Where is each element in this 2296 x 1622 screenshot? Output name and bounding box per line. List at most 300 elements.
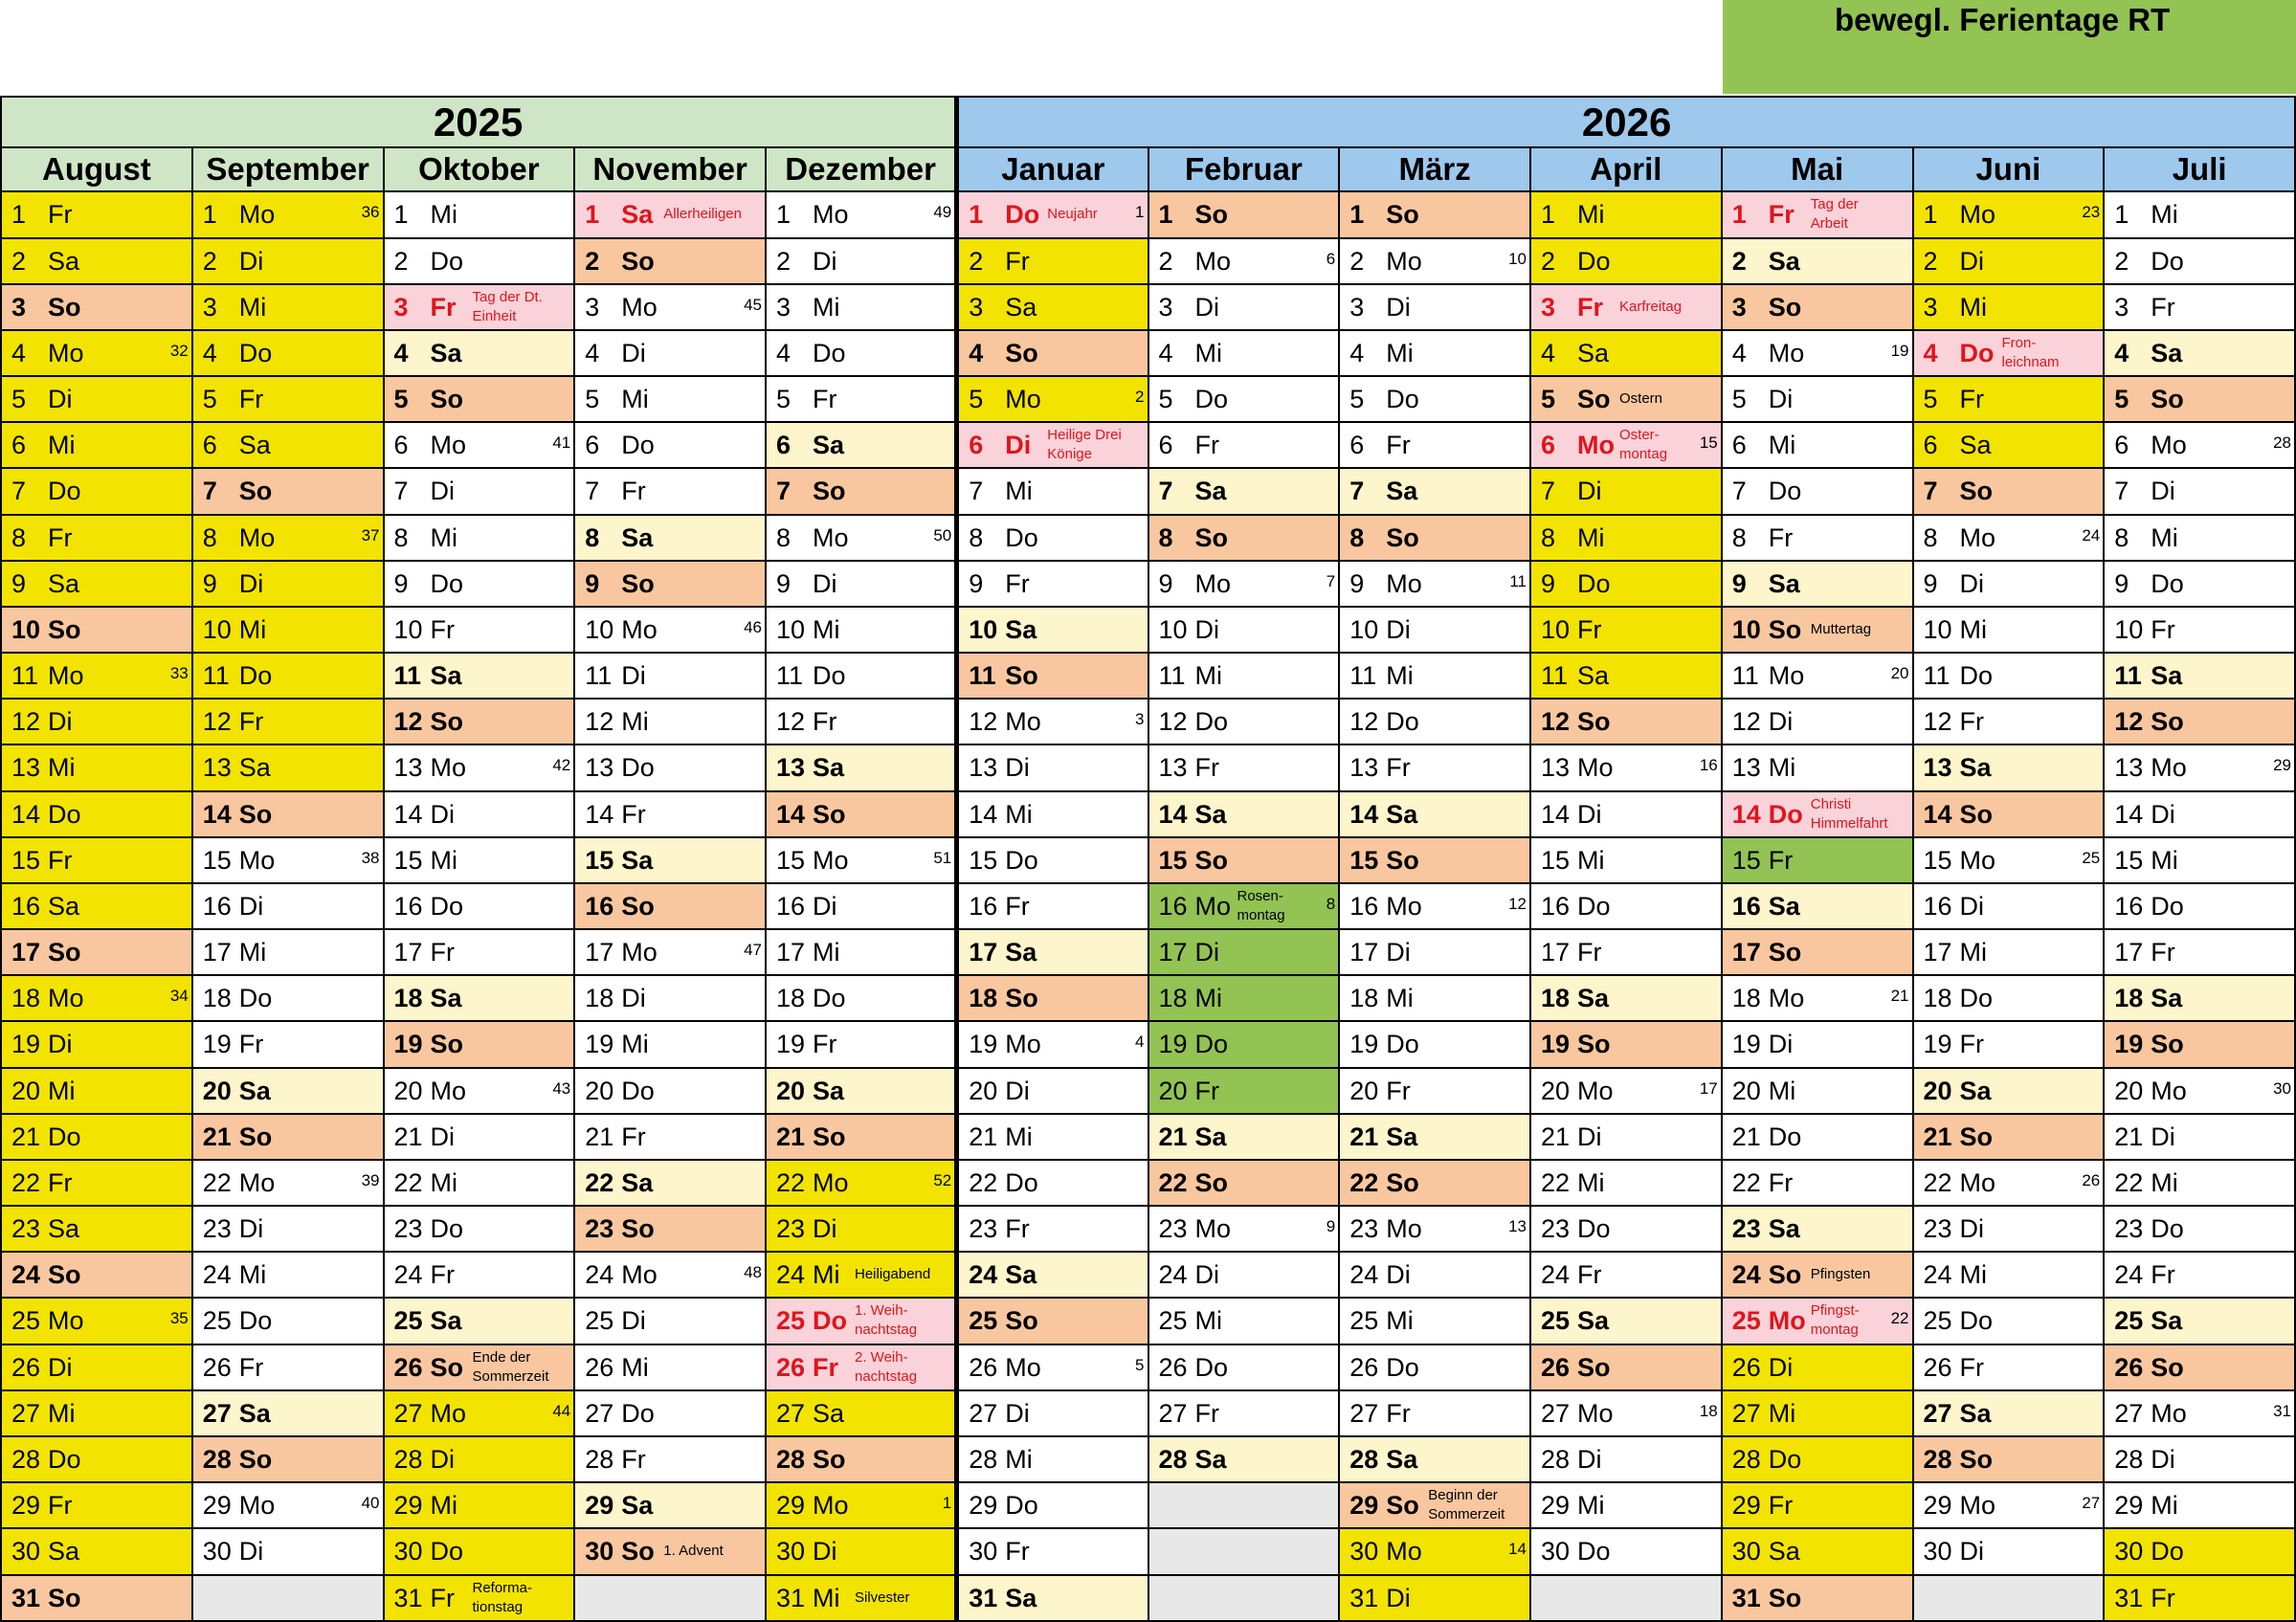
day-number: 28 [1349, 1445, 1379, 1474]
day-cell [1, 1528, 192, 1574]
day-number: 25 [776, 1306, 806, 1336]
weekday-label: So [48, 938, 81, 967]
day-number: 4 [393, 338, 409, 367]
day-cell [574, 1206, 766, 1252]
day-number: 13 [2114, 753, 2144, 783]
weekday-label: Di [1577, 1122, 1602, 1151]
day-number: 9 [1541, 568, 1556, 598]
day-cell [766, 653, 957, 699]
weekday-label: Di [621, 1306, 646, 1336]
day-cell [1530, 422, 1722, 468]
day-number: 1 [1158, 200, 1173, 230]
weekday-label: Mo [1386, 891, 1422, 921]
weekday-label: Fr [621, 477, 646, 506]
day-cell [766, 1068, 957, 1114]
week-number: 12 [1508, 894, 1527, 913]
weekday-label: So [238, 1122, 273, 1151]
day-number: 17 [776, 938, 806, 967]
weekday-label: Mo [238, 1491, 276, 1521]
month-header-februar: Februar [1148, 147, 1340, 191]
day-number: 20 [585, 1076, 614, 1105]
day-number: 17 [1731, 938, 1761, 967]
day-number: 21 [1923, 1122, 1952, 1151]
day-cell [192, 929, 384, 975]
day-number: 11 [1158, 661, 1186, 691]
holiday-note-line: Beginn der [1428, 1487, 1498, 1504]
day-cell [1722, 515, 1913, 561]
weekday-label: Sa [2151, 984, 2183, 1013]
weekday-label: Mo [621, 938, 658, 967]
weekday-label: Di [621, 338, 646, 367]
weekday-label: So [1577, 1030, 1611, 1059]
day-number: 20 [2114, 1076, 2144, 1105]
weekday-label: Sa [621, 1491, 654, 1521]
weekday-label: Mo [813, 1491, 849, 1521]
day-cell [1, 1160, 192, 1206]
day-number: 6 [1158, 431, 1173, 460]
day-cell [1722, 1390, 1913, 1436]
weekday-label: Do [430, 1214, 464, 1244]
day-cell [1148, 1021, 1340, 1067]
day-number: 4 [585, 338, 600, 367]
year-header-2026: 2026 [957, 97, 2295, 147]
weekday-label: Fr [1386, 1398, 1411, 1428]
day-number: 11 [1923, 661, 1950, 691]
day-cell [384, 837, 575, 883]
day-cell [1913, 883, 2105, 929]
day-cell [1722, 284, 1913, 330]
weekday-label: Fr [430, 1260, 455, 1290]
day-cell [574, 1344, 766, 1390]
weekday-label: Do [2151, 1537, 2184, 1566]
day-number: 20 [11, 1076, 41, 1105]
weekday-label: Do [813, 1306, 847, 1336]
empty-cell [1148, 1528, 1340, 1574]
holiday-note [473, 1579, 533, 1617]
weekday-label: So [1577, 1352, 1611, 1382]
weekday-label: Mo [238, 200, 276, 230]
weekday-label: Fr [48, 845, 73, 875]
week-number: 45 [744, 295, 762, 314]
weekday-label: Mi [1577, 1167, 1605, 1197]
day-cell [1, 561, 192, 607]
day-cell [1339, 191, 1530, 237]
day-number: 27 [1158, 1398, 1188, 1428]
day-cell [766, 975, 957, 1021]
holiday-note-line: leichnam [2001, 353, 2060, 370]
weekday-label: Mo [1386, 1537, 1422, 1566]
day-cell [957, 837, 1148, 883]
weekday-label: Do [430, 891, 464, 921]
day-cell [766, 1298, 957, 1344]
day-cell [574, 1482, 766, 1528]
day-cell [1339, 1206, 1530, 1252]
holiday-note-line: Heilige Drei [1047, 427, 1122, 444]
weekday-label: Mi [1577, 200, 1605, 230]
weekday-label: Mi [2151, 845, 2178, 875]
day-number: 22 [969, 1167, 998, 1197]
day-number: 4 [1731, 338, 1747, 367]
weekday-label: Di [1959, 891, 1984, 921]
weekday-label: So [238, 1445, 273, 1474]
holiday-note-line: Fron- [2001, 334, 2037, 351]
day-number: 15 [1923, 845, 1952, 875]
day-number: 7 [2114, 477, 2129, 506]
weekday-label: Mi [1386, 1306, 1414, 1336]
day-cell [2104, 929, 2295, 975]
weekday-label: Mo [1577, 753, 1614, 783]
weekday-label: Fr [430, 614, 455, 644]
day-number: 31 [11, 1583, 41, 1612]
day-number: 8 [11, 522, 27, 552]
week-number: 25 [2082, 848, 2101, 867]
week-number: 28 [2273, 433, 2291, 453]
weekday-label: Mi [1386, 984, 1414, 1013]
day-number: 20 [1923, 1076, 1952, 1105]
day-cell [1, 1021, 192, 1067]
weekday-label: Di [1194, 614, 1219, 644]
weekday-label: Fr [48, 1167, 73, 1197]
weekday-label: Mi [1768, 1398, 1796, 1428]
day-number: 21 [969, 1122, 998, 1151]
week-number: 37 [361, 525, 380, 544]
day-cell [1148, 561, 1340, 607]
weekday-label: Do [430, 1537, 464, 1566]
weekday-label: Do [1959, 661, 1994, 691]
day-number: 7 [1349, 477, 1365, 506]
day-cell [2104, 238, 2295, 284]
weekday-label: Di [1386, 614, 1411, 644]
day-number: 19 [1349, 1030, 1379, 1059]
weekday-label: Fr [1959, 1030, 1984, 1059]
day-number: 15 [202, 845, 232, 875]
weekday-label: Do [1005, 1167, 1038, 1197]
day-cell [957, 1344, 1148, 1390]
day-cell [957, 468, 1148, 514]
weekday-label: Mo [1959, 200, 1996, 230]
day-number: 1 [776, 200, 791, 230]
day-number: 14 [1731, 799, 1761, 829]
weekday-label: Fr [238, 1030, 264, 1059]
day-number: 11 [202, 661, 230, 691]
day-cell [1530, 744, 1722, 790]
day-number: 26 [1158, 1352, 1188, 1382]
day-number: 20 [1731, 1076, 1761, 1105]
day-number: 15 [2114, 845, 2144, 875]
day-number: 28 [776, 1445, 806, 1474]
day-number: 11 [776, 661, 804, 691]
day-cell [1722, 1114, 1913, 1160]
day-cell [1339, 561, 1530, 607]
day-cell [384, 699, 575, 744]
day-cell [1339, 515, 1530, 561]
day-cell [766, 1528, 957, 1574]
week-number: 9 [1326, 1217, 1336, 1236]
weekday-label: So [1959, 1445, 1994, 1474]
day-number: 17 [1923, 938, 1952, 967]
weekday-label: Do [1768, 799, 1803, 829]
weekday-label: So [1386, 1491, 1419, 1521]
weekday-label: Sa [1194, 799, 1227, 829]
weekday-label: Do [813, 338, 846, 367]
day-number: 17 [202, 938, 232, 967]
day-cell [2104, 1021, 2295, 1067]
day-cell [957, 1390, 1148, 1436]
weekday-label: Sa [1959, 431, 1992, 460]
day-cell [957, 561, 1148, 607]
holiday-note-line: Silvester [855, 1589, 910, 1606]
day-cell [1722, 238, 1913, 284]
day-number: 30 [585, 1537, 614, 1566]
day-cell [2104, 1252, 2295, 1298]
day-number: 9 [11, 568, 27, 598]
day-cell [574, 883, 766, 929]
day-cell [192, 284, 384, 330]
day-number: 2 [1541, 246, 1556, 276]
weekday-label: Do [1959, 338, 1995, 367]
weekday-label: Mo [1194, 568, 1232, 598]
day-cell [766, 238, 957, 284]
day-cell [1148, 653, 1340, 699]
day-number: 20 [1349, 1076, 1379, 1105]
weekday-label: Mo [813, 522, 849, 552]
weekday-label: Fr [1577, 938, 1602, 967]
week-number: 7 [1326, 571, 1336, 590]
day-cell [192, 1390, 384, 1436]
week-number: 22 [1890, 1309, 1909, 1328]
week-number: 27 [2082, 1494, 2101, 1513]
day-number: 2 [2114, 246, 2129, 276]
day-number: 11 [1541, 661, 1569, 691]
weekday-label: Di [430, 1445, 455, 1474]
day-number: 26 [11, 1352, 41, 1382]
day-cell [2104, 653, 2295, 699]
weekday-label: Mi [1194, 338, 1222, 367]
day-cell [2104, 1575, 2295, 1621]
day-cell [1722, 1068, 1913, 1114]
week-number: 31 [2273, 1401, 2291, 1420]
weekday-label: Mi [1194, 661, 1222, 691]
weekday-label: Mi [813, 614, 840, 644]
month-header-september: September [192, 147, 384, 191]
day-number: 26 [1731, 1352, 1761, 1382]
day-cell [1148, 1206, 1340, 1252]
day-number: 13 [1541, 753, 1571, 783]
weekday-label: So [2151, 1030, 2184, 1059]
day-cell [957, 1160, 1148, 1206]
day-number: 23 [1349, 1214, 1379, 1244]
weekday-label: Fr [1577, 292, 1603, 322]
day-number: 14 [202, 799, 232, 829]
day-cell [1913, 791, 2105, 837]
weekday-label: Di [430, 799, 455, 829]
day-number: 8 [776, 522, 791, 552]
day-cell [1722, 1021, 1913, 1067]
holiday-note [855, 1348, 917, 1387]
day-cell [1148, 1252, 1340, 1298]
day-cell [1148, 1390, 1340, 1436]
day-number: 18 [1923, 984, 1952, 1013]
day-cell [2104, 1160, 2295, 1206]
day-cell [192, 1436, 384, 1482]
weekday-label: Di [1386, 292, 1411, 322]
day-cell [192, 975, 384, 1021]
day-cell [1339, 1436, 1530, 1482]
weekday-label: Do [1386, 1030, 1419, 1059]
day-number: 7 [393, 477, 409, 506]
day-cell [384, 1344, 575, 1390]
day-number: 29 [1541, 1491, 1571, 1521]
day-cell [1530, 1068, 1722, 1114]
day-cell [1339, 929, 1530, 975]
weekday-label: Do [1577, 568, 1611, 598]
weekday-label: Mi [430, 845, 457, 875]
weekday-label: Do [1005, 1491, 1038, 1521]
day-number: 16 [2114, 891, 2144, 921]
day-cell [384, 191, 575, 237]
weekday-label: Sa [621, 1167, 654, 1197]
day-number: 22 [1349, 1167, 1379, 1197]
weekday-label: Di [2151, 1122, 2175, 1151]
day-number: 4 [202, 338, 217, 367]
weekday-label: Sa [1768, 246, 1800, 276]
week-number: 19 [1890, 341, 1909, 360]
day-number: 27 [202, 1398, 232, 1428]
day-cell [192, 515, 384, 561]
week-number: 10 [1508, 249, 1527, 268]
weekday-label: Sa [48, 891, 80, 921]
weekday-label: So [1005, 661, 1038, 691]
weekday-label: Do [1577, 1214, 1611, 1244]
day-cell [766, 515, 957, 561]
day-cell [2104, 515, 2295, 561]
day-cell [2104, 561, 2295, 607]
weekday-label: Sa [1005, 1583, 1037, 1612]
day-cell [1339, 744, 1530, 790]
weekday-label: Do [430, 246, 464, 276]
day-cell [192, 1482, 384, 1528]
weekday-label: Mi [1959, 938, 1987, 967]
day-cell [1913, 1298, 2105, 1344]
day-cell [1339, 653, 1530, 699]
weekday-label: Di [1577, 799, 1602, 829]
day-number: 24 [585, 1260, 614, 1290]
weekday-label: Fr [621, 799, 646, 829]
weekday-label: Di [1194, 1260, 1219, 1290]
day-cell [1722, 883, 1913, 929]
weekday-label: So [1005, 984, 1038, 1013]
day-cell [2104, 1436, 2295, 1482]
day-cell [1148, 422, 1340, 468]
weekday-label: Mo [1005, 707, 1041, 737]
weekday-label: So [1959, 477, 1994, 506]
day-cell [574, 191, 766, 237]
day-number: 9 [585, 568, 600, 598]
day-number: 21 [1541, 1122, 1571, 1151]
week-number: 41 [552, 433, 571, 453]
weekday-label: Mo [1005, 385, 1041, 414]
weekday-label: Sa [621, 200, 654, 230]
weekday-label: Mo [1959, 1167, 1996, 1197]
day-number: 7 [1541, 477, 1556, 506]
weekday-label: Fr [1386, 431, 1411, 460]
weekday-label: Di [813, 568, 837, 598]
day-cell [1339, 1252, 1530, 1298]
day-cell [766, 561, 957, 607]
day-cell [1, 607, 192, 653]
weekday-label: Fr [1386, 1076, 1411, 1105]
day-cell [574, 1390, 766, 1436]
day-cell [1, 699, 192, 744]
day-number: 24 [1349, 1260, 1379, 1290]
day-cell [1, 1482, 192, 1528]
day-cell [1339, 1482, 1530, 1528]
day-number: 10 [202, 614, 232, 644]
weekday-label: Mi [430, 522, 457, 552]
week-number: 1 [942, 1494, 952, 1513]
weekday-label: Do [1959, 1306, 1994, 1336]
holiday-note [663, 1542, 724, 1561]
day-cell [1339, 699, 1530, 744]
day-number: 31 [2114, 1583, 2144, 1612]
weekday-label: Di [1768, 1352, 1794, 1382]
day-number: 27 [11, 1398, 41, 1428]
day-number: 29 [1923, 1491, 1952, 1521]
day-cell [1913, 561, 2105, 607]
day-number: 28 [1158, 1445, 1188, 1474]
holiday-note [1811, 195, 1859, 233]
day-number: 12 [11, 707, 41, 737]
weekday-label: Di [48, 707, 73, 737]
weekday-label: So [2151, 385, 2184, 414]
week-number: 42 [552, 756, 571, 775]
weekday-label: Di [2151, 477, 2175, 506]
day-number: 13 [1731, 753, 1761, 783]
day-number: 16 [1541, 891, 1571, 921]
weekday-label: Sa [1386, 799, 1418, 829]
day-number: 29 [393, 1491, 423, 1521]
day-number: 14 [1541, 799, 1571, 829]
weekday-label: Mo [2151, 1076, 2187, 1105]
day-cell [2104, 1390, 2295, 1436]
day-number: 17 [2114, 938, 2144, 967]
day-number: 11 [2114, 661, 2142, 691]
day-cell [384, 330, 575, 376]
day-cell [766, 376, 957, 422]
weekday-label: Mo [2151, 431, 2187, 460]
week-number: 2 [1135, 388, 1145, 407]
weekday-label: Sa [1577, 984, 1610, 1013]
day-cell [1148, 1068, 1340, 1114]
day-cell [2104, 1528, 2295, 1574]
day-cell [574, 1068, 766, 1114]
day-number: 28 [202, 1445, 232, 1474]
weekday-label: Do [1386, 1352, 1419, 1382]
day-number: 25 [585, 1306, 614, 1336]
day-cell [1722, 975, 1913, 1021]
holiday-note-line: montag [1810, 1322, 1859, 1339]
day-cell [1722, 1252, 1913, 1298]
day-number: 28 [969, 1445, 998, 1474]
day-number: 26 [393, 1352, 423, 1382]
day-cell [1530, 561, 1722, 607]
day-number: 18 [1541, 984, 1571, 1013]
day-number: 6 [1731, 431, 1747, 460]
day-number: 7 [1923, 477, 1938, 506]
holiday-note [1237, 887, 1285, 925]
weekday-label: Sa [1768, 1537, 1800, 1566]
day-number: 2 [11, 246, 27, 276]
